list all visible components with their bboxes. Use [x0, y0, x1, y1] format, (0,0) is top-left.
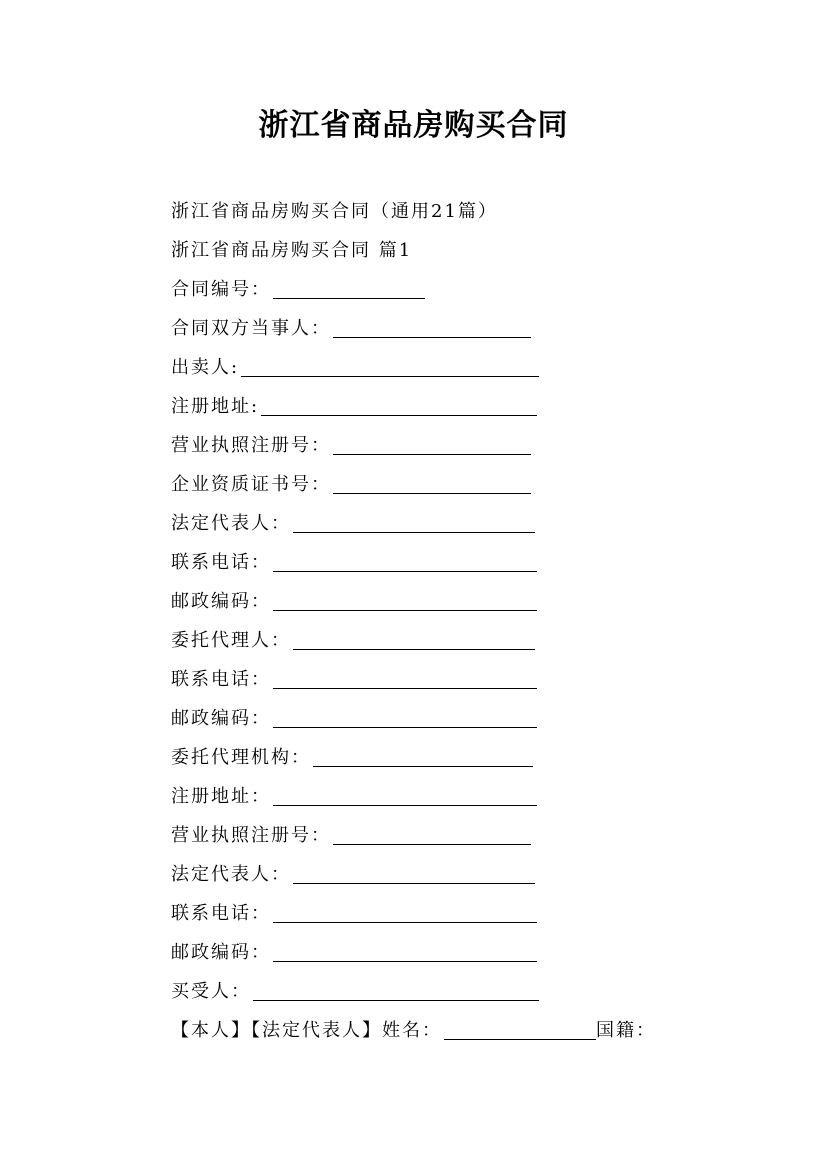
form-line-legal-rep [171, 504, 731, 543]
fill-in-blank[interactable] [444, 1021, 596, 1040]
field-label: 邮政编码： [171, 942, 271, 963]
fill-in-blank[interactable] [261, 397, 537, 416]
nationality-label: 国籍： [596, 1020, 656, 1041]
form-line-agency-address [171, 777, 731, 816]
form-line-agency-license [171, 816, 731, 855]
field-label: 联系电话： [171, 903, 271, 924]
field-label: 法定代表人： [171, 864, 291, 885]
form-line-seller-address [171, 387, 731, 426]
field-label: 注册地址： [171, 786, 271, 807]
field-label: 委托代理机构： [171, 747, 311, 768]
field-label: 委托代理人： [171, 630, 291, 651]
fill-in-blank[interactable] [333, 436, 531, 455]
document-body [171, 192, 731, 1050]
fill-in-blank[interactable] [293, 865, 535, 884]
field-label: 邮政编码： [171, 591, 271, 612]
form-line-buyer [171, 972, 731, 1011]
fill-in-blank[interactable] [313, 748, 533, 767]
fill-in-blank[interactable] [273, 787, 537, 806]
field-label: 法定代表人： [171, 513, 291, 534]
form-line-qualification-cert [171, 465, 731, 504]
form-line-phone [171, 543, 731, 582]
form-line-agent [171, 621, 731, 660]
form-line-agent-phone [171, 660, 731, 699]
fill-in-blank[interactable] [333, 826, 531, 845]
fill-in-blank[interactable] [273, 592, 537, 611]
field-label: 联系电话： [171, 552, 271, 573]
section-heading [171, 231, 731, 270]
form-line-business-license [171, 426, 731, 465]
subtitle-text: 浙江省商品房购买合同（通用21篇） [171, 201, 498, 222]
fill-in-blank[interactable] [293, 631, 535, 650]
fill-in-blank[interactable] [273, 553, 537, 572]
form-line-parties [171, 309, 731, 348]
fill-in-blank[interactable] [273, 670, 537, 689]
form-line-buyer-name [171, 1011, 731, 1050]
fill-in-blank[interactable] [241, 358, 539, 377]
form-line-agency-phone [171, 894, 731, 933]
field-label: 合同双方当事人： [171, 318, 331, 339]
field-label: 注册地址: [171, 396, 260, 417]
form-line-contract-number [171, 270, 731, 309]
field-label: 出卖人: [171, 357, 240, 378]
form-line-agency [171, 738, 731, 777]
field-label: 企业资质证书号： [171, 474, 331, 495]
fill-in-blank[interactable] [293, 514, 535, 533]
form-line-postcode [171, 582, 731, 621]
subtitle-line [171, 192, 731, 231]
form-line-seller [171, 348, 731, 387]
fill-in-blank[interactable] [273, 943, 537, 962]
fill-in-blank[interactable] [253, 982, 539, 1001]
field-label: 【本人】【法定代表人】姓名： [171, 1020, 442, 1041]
form-line-agency-legal-rep [171, 855, 731, 894]
fill-in-blank[interactable] [273, 904, 537, 923]
field-label: 买受人： [171, 981, 251, 1002]
fill-in-blank[interactable] [333, 475, 531, 494]
field-label: 邮政编码： [171, 708, 271, 729]
fill-in-blank[interactable] [273, 709, 537, 728]
form-line-agency-postcode [171, 933, 731, 972]
fill-in-blank[interactable] [333, 319, 531, 338]
field-label: 合同编号： [171, 279, 271, 300]
section-heading-text: 浙江省商品房购买合同 篇1 [171, 240, 413, 261]
field-label: 营业执照注册号： [171, 435, 331, 456]
fill-in-blank[interactable] [273, 280, 425, 299]
field-label: 联系电话： [171, 669, 271, 690]
form-line-agent-postcode [171, 699, 731, 738]
document-title: 浙江省商品房购买合同 [258, 108, 569, 143]
field-label: 营业执照注册号： [171, 825, 331, 846]
